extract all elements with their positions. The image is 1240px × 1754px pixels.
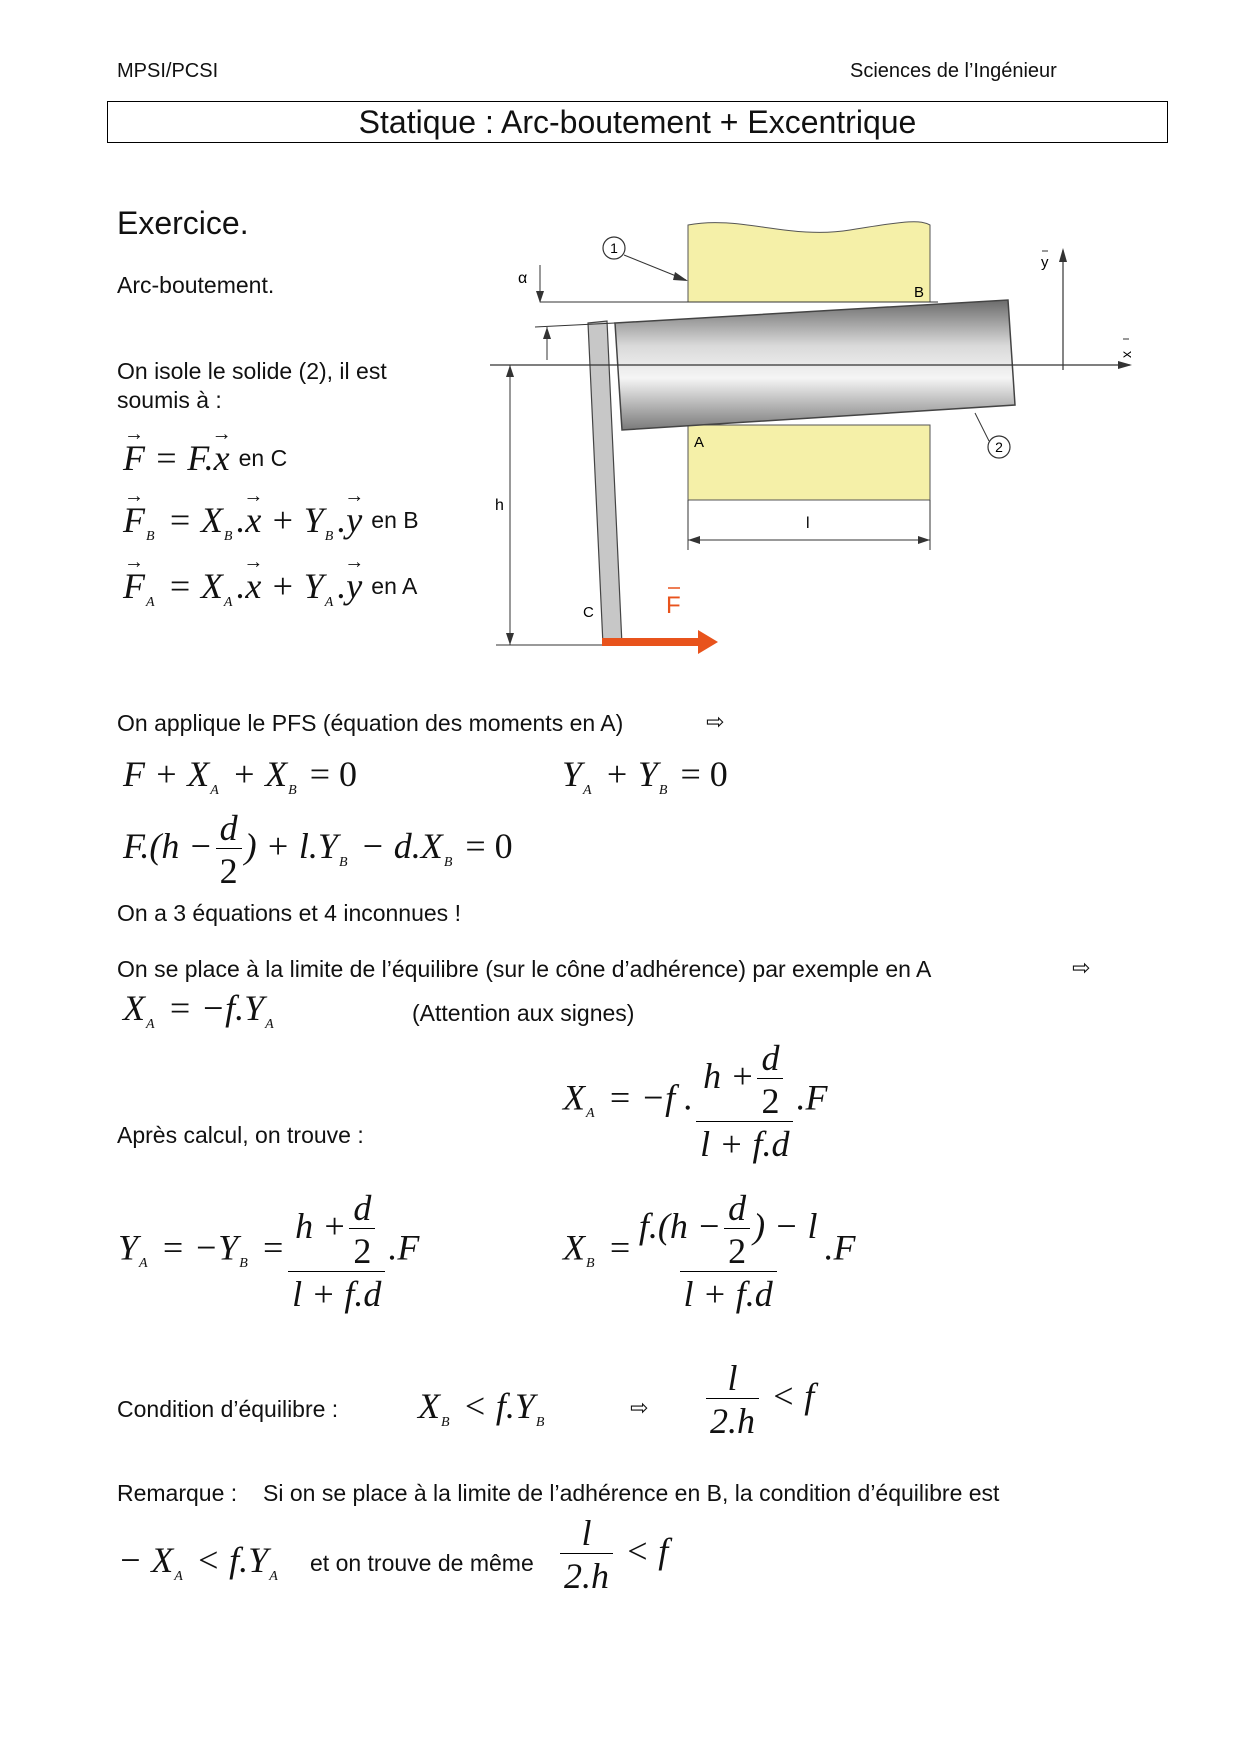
condition-label: Condition d’équilibre : <box>117 1396 339 1422</box>
limit-text: On se place à la limite de l’équilibre (sur le cône d’adhérence) par exemple en A <box>117 956 932 982</box>
label-a: A <box>694 434 705 451</box>
result-ya: $Y_A = -Y_B$ = h + $\frac{d}{2}$ l + f.d .F <box>118 1188 420 1314</box>
x-arrow <box>1118 361 1132 369</box>
h-arrow-top <box>506 365 514 377</box>
implies-arrow-icon: ⇨ <box>706 710 725 735</box>
label-c: C <box>583 604 594 621</box>
lever-arm <box>588 321 622 645</box>
label-2: 2 <box>995 439 1003 455</box>
h-arrow-bottom <box>506 633 514 645</box>
remark-same-text: et on trouve de même <box>310 1550 534 1576</box>
force-b-location: en B <box>371 507 419 533</box>
label-l: l <box>806 515 810 532</box>
label-f: F <box>666 592 681 619</box>
condition-result: $\frac{l}{2.h}$ < f <box>703 1360 814 1439</box>
label-b: B <box>914 284 925 301</box>
equation-x-sum: $F + X_A + X_B = 0$ <box>123 754 358 798</box>
after-calc-text: Après calcul, on trouve : <box>117 1122 364 1148</box>
label-1: 1 <box>610 240 618 256</box>
label-x: x <box>1118 351 1134 358</box>
header-left: MPSI/PCSI <box>117 60 219 82</box>
force-a-location: en A <box>371 573 418 599</box>
upper-jaw <box>688 222 930 302</box>
header-right: Sciences de l’Ingénieur <box>850 60 1057 82</box>
remark-result: $\frac{l}{2.h}$ < f <box>557 1515 668 1594</box>
signs-note: (Attention aux signes) <box>412 1000 635 1026</box>
condition-inequality: $X_B < f.Y_B$ <box>418 1386 545 1430</box>
remark-text: Si on se place à la limite de l’adhérence en B, la condition d’équilibre est <box>263 1480 1000 1506</box>
remark-label: Remarque : <box>117 1480 238 1506</box>
l-arrow-left <box>688 536 700 544</box>
force-arrowhead <box>698 630 718 654</box>
implies-arrow-icon: ⇨ <box>630 1396 649 1421</box>
result-xb: $X_B$ = f.(h − $\frac{d}{2}$ ) − l l + f.d .F <box>563 1188 856 1314</box>
implies-arrow-icon: ⇨ <box>1072 956 1091 981</box>
remark-inequality: − $X_A < f.Y_A$ <box>118 1540 278 1584</box>
alpha-lower-arrow <box>543 327 551 339</box>
force-shaft <box>602 638 702 646</box>
force-c-equation: → F = F.→ x en C <box>123 440 287 476</box>
force-a-equation: → $F_A = X_A$ .→ $x + Y_A$ .→ y en A <box>123 568 417 610</box>
isolate-line-1: On isole le solide (2), il est <box>117 358 387 384</box>
mechanism-figure <box>490 215 1170 655</box>
page-title: Statique : Arc-boutement + Excentrique <box>107 101 1168 143</box>
alpha-upper-arrow <box>536 291 544 303</box>
count-note: On a 3 équations et 4 inconnues ! <box>117 900 461 926</box>
equation-moment: F.(h − $\frac{d}{2}$ ) + $l.Y_B - d.X_B = 0$ <box>123 808 513 891</box>
result-xa: $X_A = -f$ . h + $\frac{d}{2}$ l + f.d .F <box>563 1038 828 1164</box>
pfs-intro: On applique le PFS (équation des moments en A) <box>117 710 624 736</box>
label-h: h <box>495 497 504 514</box>
y-arrow <box>1059 248 1067 262</box>
label-1-arrow <box>673 272 688 281</box>
force-b-equation: → $F_B = X_B$ .→ $x + Y_B$ .→ y en B <box>123 502 419 544</box>
isolate-line-2: soumis à : <box>117 387 222 413</box>
l-arrow-right <box>918 536 930 544</box>
force-c-location: en C <box>238 445 288 471</box>
label-alpha: α <box>518 270 528 287</box>
section-heading: Exercice. <box>117 205 249 241</box>
label-y: y <box>1041 254 1049 271</box>
section-subheading: Arc-boutement. <box>117 272 275 298</box>
label-2-leader <box>975 413 989 441</box>
lower-jaw <box>688 425 930 500</box>
equation-y-sum: $Y_A + Y_B = 0$ <box>562 754 728 798</box>
friction-law-a: $X_A = -f.Y_A$ <box>123 988 274 1032</box>
